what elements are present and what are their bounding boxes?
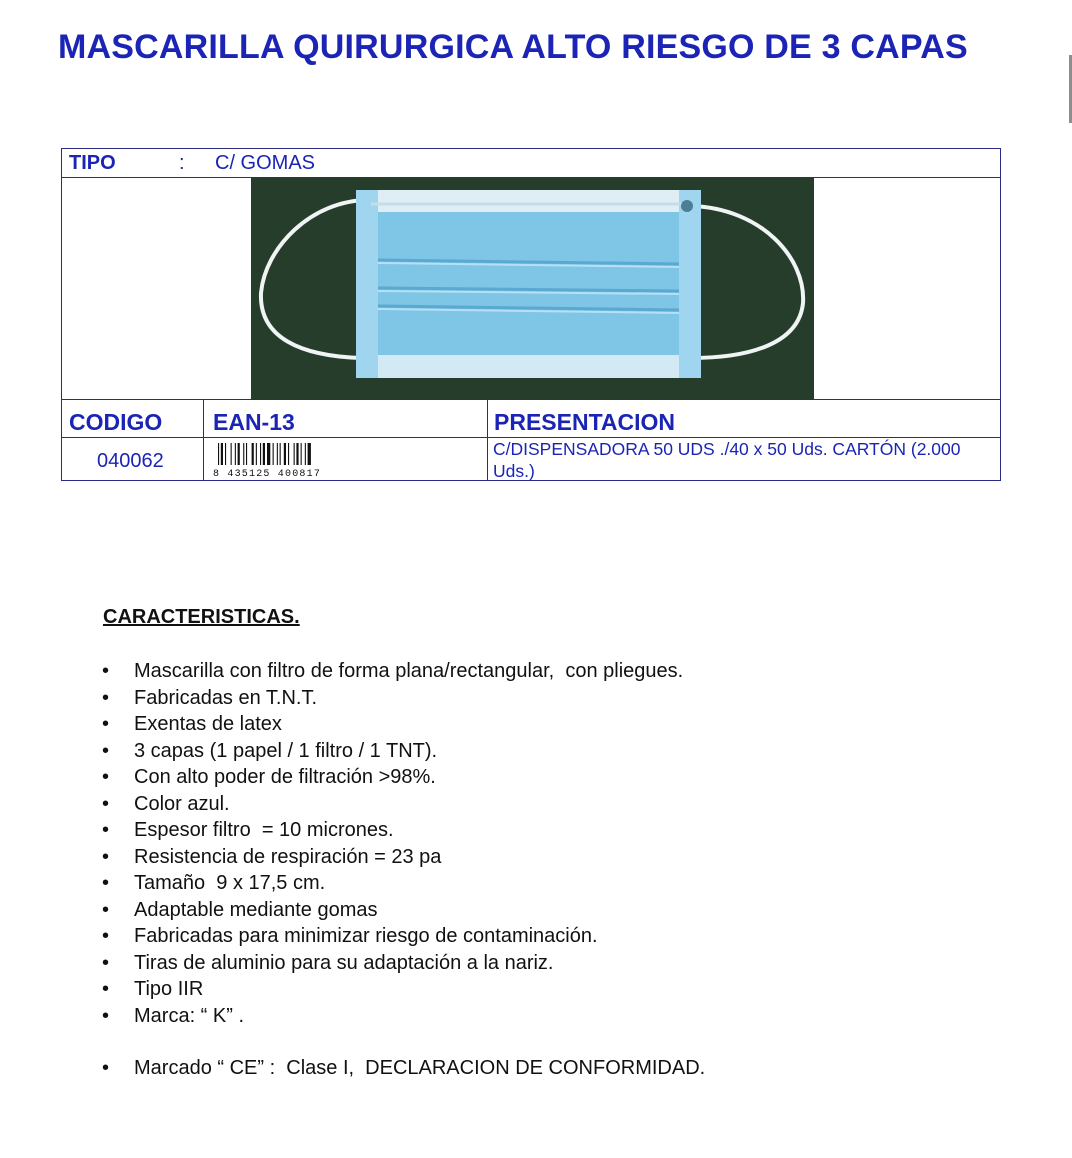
bullet-icon: • xyxy=(102,845,110,868)
product-image-cell xyxy=(62,178,1000,400)
bullet-icon: • xyxy=(102,819,110,841)
list-item xyxy=(0,817,1072,844)
product-table xyxy=(61,148,1001,481)
bullet-icon: • xyxy=(102,792,110,815)
bullet-icon: • xyxy=(102,686,110,709)
column-header-ean: EAN-13 xyxy=(213,409,295,435)
feature-text: Adaptable mediante gomas xyxy=(134,898,378,921)
list-item xyxy=(0,950,1072,977)
feature-text: Con alto poder de filtración >98%. xyxy=(134,766,436,788)
list-item xyxy=(0,976,1072,1003)
feature-text: Tamaño 9 x 17,5 cm. xyxy=(134,872,326,894)
document-title: MASCARILLA QUIRURGICA ALTO RIESGO DE 3 CAPAS xyxy=(58,28,968,66)
list-item xyxy=(0,791,1072,818)
ean-digits: 8 435125 400817 xyxy=(213,469,322,477)
list-item xyxy=(0,738,1072,765)
list-item xyxy=(0,685,1072,712)
bullet-icon: • xyxy=(102,925,110,947)
codigo-value: 040062 xyxy=(97,450,164,472)
feature-text: Marca: “ K” . xyxy=(134,1004,245,1027)
feature-text: Exentas de latex xyxy=(134,713,282,735)
column-header-presentacion: PRESENTACION xyxy=(494,409,676,435)
bullet-icon: • xyxy=(102,872,110,894)
feature-text: Color azul. xyxy=(134,792,230,815)
list-item xyxy=(0,870,1072,897)
list-item xyxy=(0,658,1072,685)
column-divider xyxy=(487,400,488,481)
column-header-codigo: CODIGO xyxy=(69,409,163,435)
tipo-row xyxy=(62,149,1000,178)
bullet-icon: • xyxy=(102,978,110,1000)
presentacion-value: C/DISPENSADORA 50 UDS ./40 x 50 Uds. CARTÓN (2.000 Uds.) xyxy=(493,439,961,481)
column-divider xyxy=(203,400,204,481)
feature-text: 3 capas (1 papel / 1 filtro / 1 TNT). xyxy=(134,739,438,762)
caracteristicas-heading: CARACTERISTICAS. xyxy=(103,606,300,628)
tipo-label: TIPO xyxy=(69,152,116,174)
bullet-icon: • xyxy=(102,713,110,735)
bullet-icon: • xyxy=(102,951,110,974)
list-item xyxy=(0,1003,1072,1030)
feature-text: Fabricadas para minimizar riesgo de contaminación. xyxy=(134,925,598,947)
bullet-icon: • xyxy=(102,1004,110,1027)
list-item xyxy=(0,764,1072,791)
ce-marking-text: Marcado “ CE” : Clase I, DECLARACION DE CONFORMIDAD. xyxy=(134,1057,706,1079)
feature-text: Fabricadas en T.N.T. xyxy=(134,686,318,709)
ean-barcode xyxy=(212,441,348,477)
bullet-icon: • xyxy=(102,660,110,682)
feature-text: Tiras de aluminio para su adaptación a la nariz. xyxy=(134,951,554,974)
tipo-value: C/ GOMAS xyxy=(215,152,316,174)
bullet-icon: • xyxy=(102,898,110,921)
bullet-icon: • xyxy=(102,739,110,762)
ce-marking-item xyxy=(0,1054,1072,1082)
list-item xyxy=(0,844,1072,871)
bullet-icon: • xyxy=(102,766,110,788)
feature-text: Mascarilla con filtro de forma plana/rectangular, con pliegues. xyxy=(134,660,684,682)
mask-photo xyxy=(251,178,814,400)
feature-text: Tipo IIR xyxy=(134,978,204,1000)
feature-text: Resistencia de respiración = 23 pa xyxy=(134,845,442,868)
feature-list xyxy=(0,658,1072,1029)
bullet-icon: • xyxy=(102,1057,110,1079)
barcode-bars xyxy=(218,443,311,465)
list-item xyxy=(0,711,1072,738)
feature-text: Espesor filtro = 10 micrones. xyxy=(134,819,394,841)
mask-body xyxy=(356,190,701,378)
list-item xyxy=(0,897,1072,924)
tipo-colon: : xyxy=(179,152,185,174)
list-item xyxy=(0,923,1072,950)
